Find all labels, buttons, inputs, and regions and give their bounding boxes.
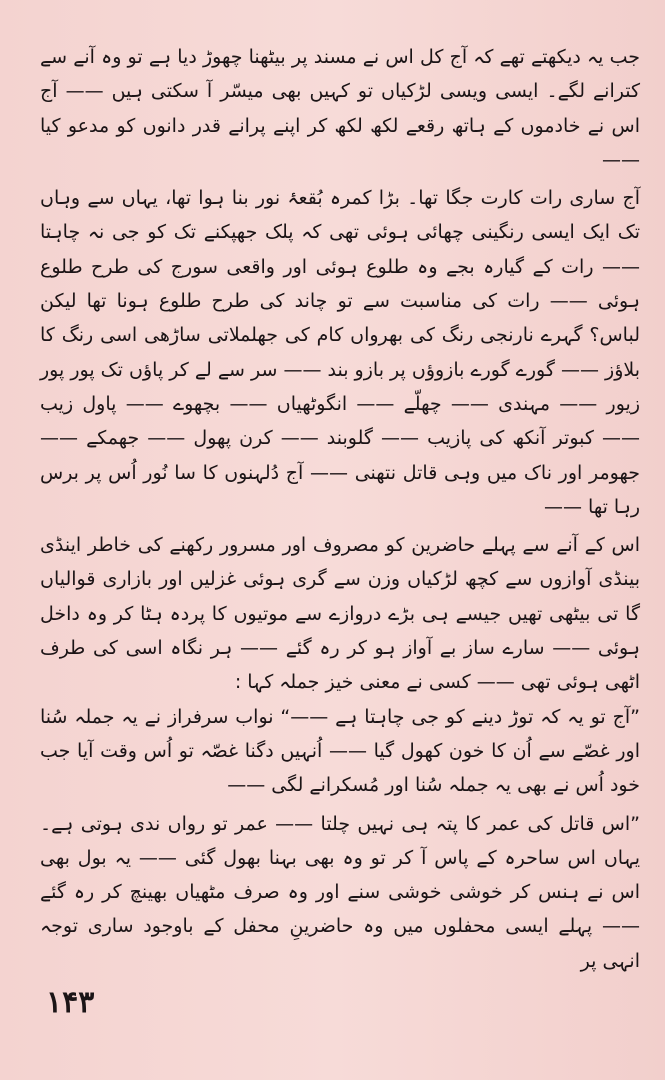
paragraph-4: ”آج تو یہ کہ توڑ دینے کو جی چاہتا ہے ——“ نواب سرفراز نے یہ جملہ سُنا اور غصّے سے اُن کا خون کھول گیا —— اُنہیں دگنا غصّہ تو اُس وقت آیا جب خود اُس نے بھی یہ جملہ سُنا اور مُسکرانے لگی —— — [40, 705, 640, 797]
page-body-text — [40, 40, 640, 978]
paragraph-1: جب یہ دیکھتے تھے کہ آج کل اس نے مسند پر بیٹھنا چھوڑ دیا ہے تو وہ آنے سے کترانے لگے۔ ایسی ویسی لڑکیاں تو کہیں بھی میسّر آ سکتی ہیں —— آج اس نے خادموں کے ہاتھ رقعے لکھ لکھ کر اپنے پرانے قدر دانوں کو مدعو کیا —— — [40, 46, 640, 171]
paragraph-2: آج ساری رات کارت جگا تھا۔ بڑا کمرہ بُقعۂ نور بنا ہوا تھا، یہاں سے وہاں تک ایک ایسی رنگینی چھائی ہوئی تھی کہ پلک جھپکنے تک کو جی نہ چاہتا —— رات کے گیارہ بجے وہ طلوع ہوئی اور واقعی سورج کی طرح طلوع ہوئی —— رات کی مناسبت سے تو چاند کی طرح طلوع ہونا تھا لیکن لباس؟ گہرے نارنجی رنگ کی بھرواں کام کی جھلملاتی ساڑھی اسی رنگ کا بلاؤز —— گورے گورے بازوؤں پر بازو بند —— سر سے لے کر پاؤں تک پور پور زیور —— مہندی —— چھلّے —— انگوٹھیاں —— بچھوے —— پاول زیب —— کبوتر آنکھ کی پازیب —— گلوبند —— کرن پھول —— جھمکے —— جھومر اور ناک میں وہی قاتل نتھنی —— آج دُلہنوں کا سا نُور اُس پر برس رہا تھا —— — [40, 187, 640, 518]
page-number: ۱۴۳ — [46, 985, 95, 1020]
paragraph-3: اس کے آنے سے پہلے حاضرین کو مصروف اور مسرور رکھنے کی خاطر اینڈی بینڈی آوازوں سے کچھ لڑکیاں وزن سے گری ہوئی غزلیں اور بازاری قوالیاں گا تی بیٹھی تھیں جیسے ہی بڑے دروازے سے موتیوں کا پردہ ہٹا کر وہ داخل ہوئی —— سارے ساز بے آواز ہو کر رہ گئے —— ہر نگاہ اسی کی طرف اٹھی ہوئی تھی —— کسی نے معنی خیز جملہ کہا : — [40, 534, 640, 694]
paragraph-5: ”اس قاتل کی عمر کا پتہ ہی نہیں چلتا —— عمر تو رواں ندی ہوتی ہے۔ یہاں اس ساحرہ کے پاس آ کر تو وہ بھی بہنا بھول گئی —— یہ بول بھی اس نے ہنس کر خوشی خوشی سنے اور وہ صرف مٹھیاں بھینچ کر رہ گئے —— پہلے ایسی محفلوں میں وہ حاضرینِ محفل کے باوجود ساری توجہ انہی پر — [40, 812, 640, 972]
